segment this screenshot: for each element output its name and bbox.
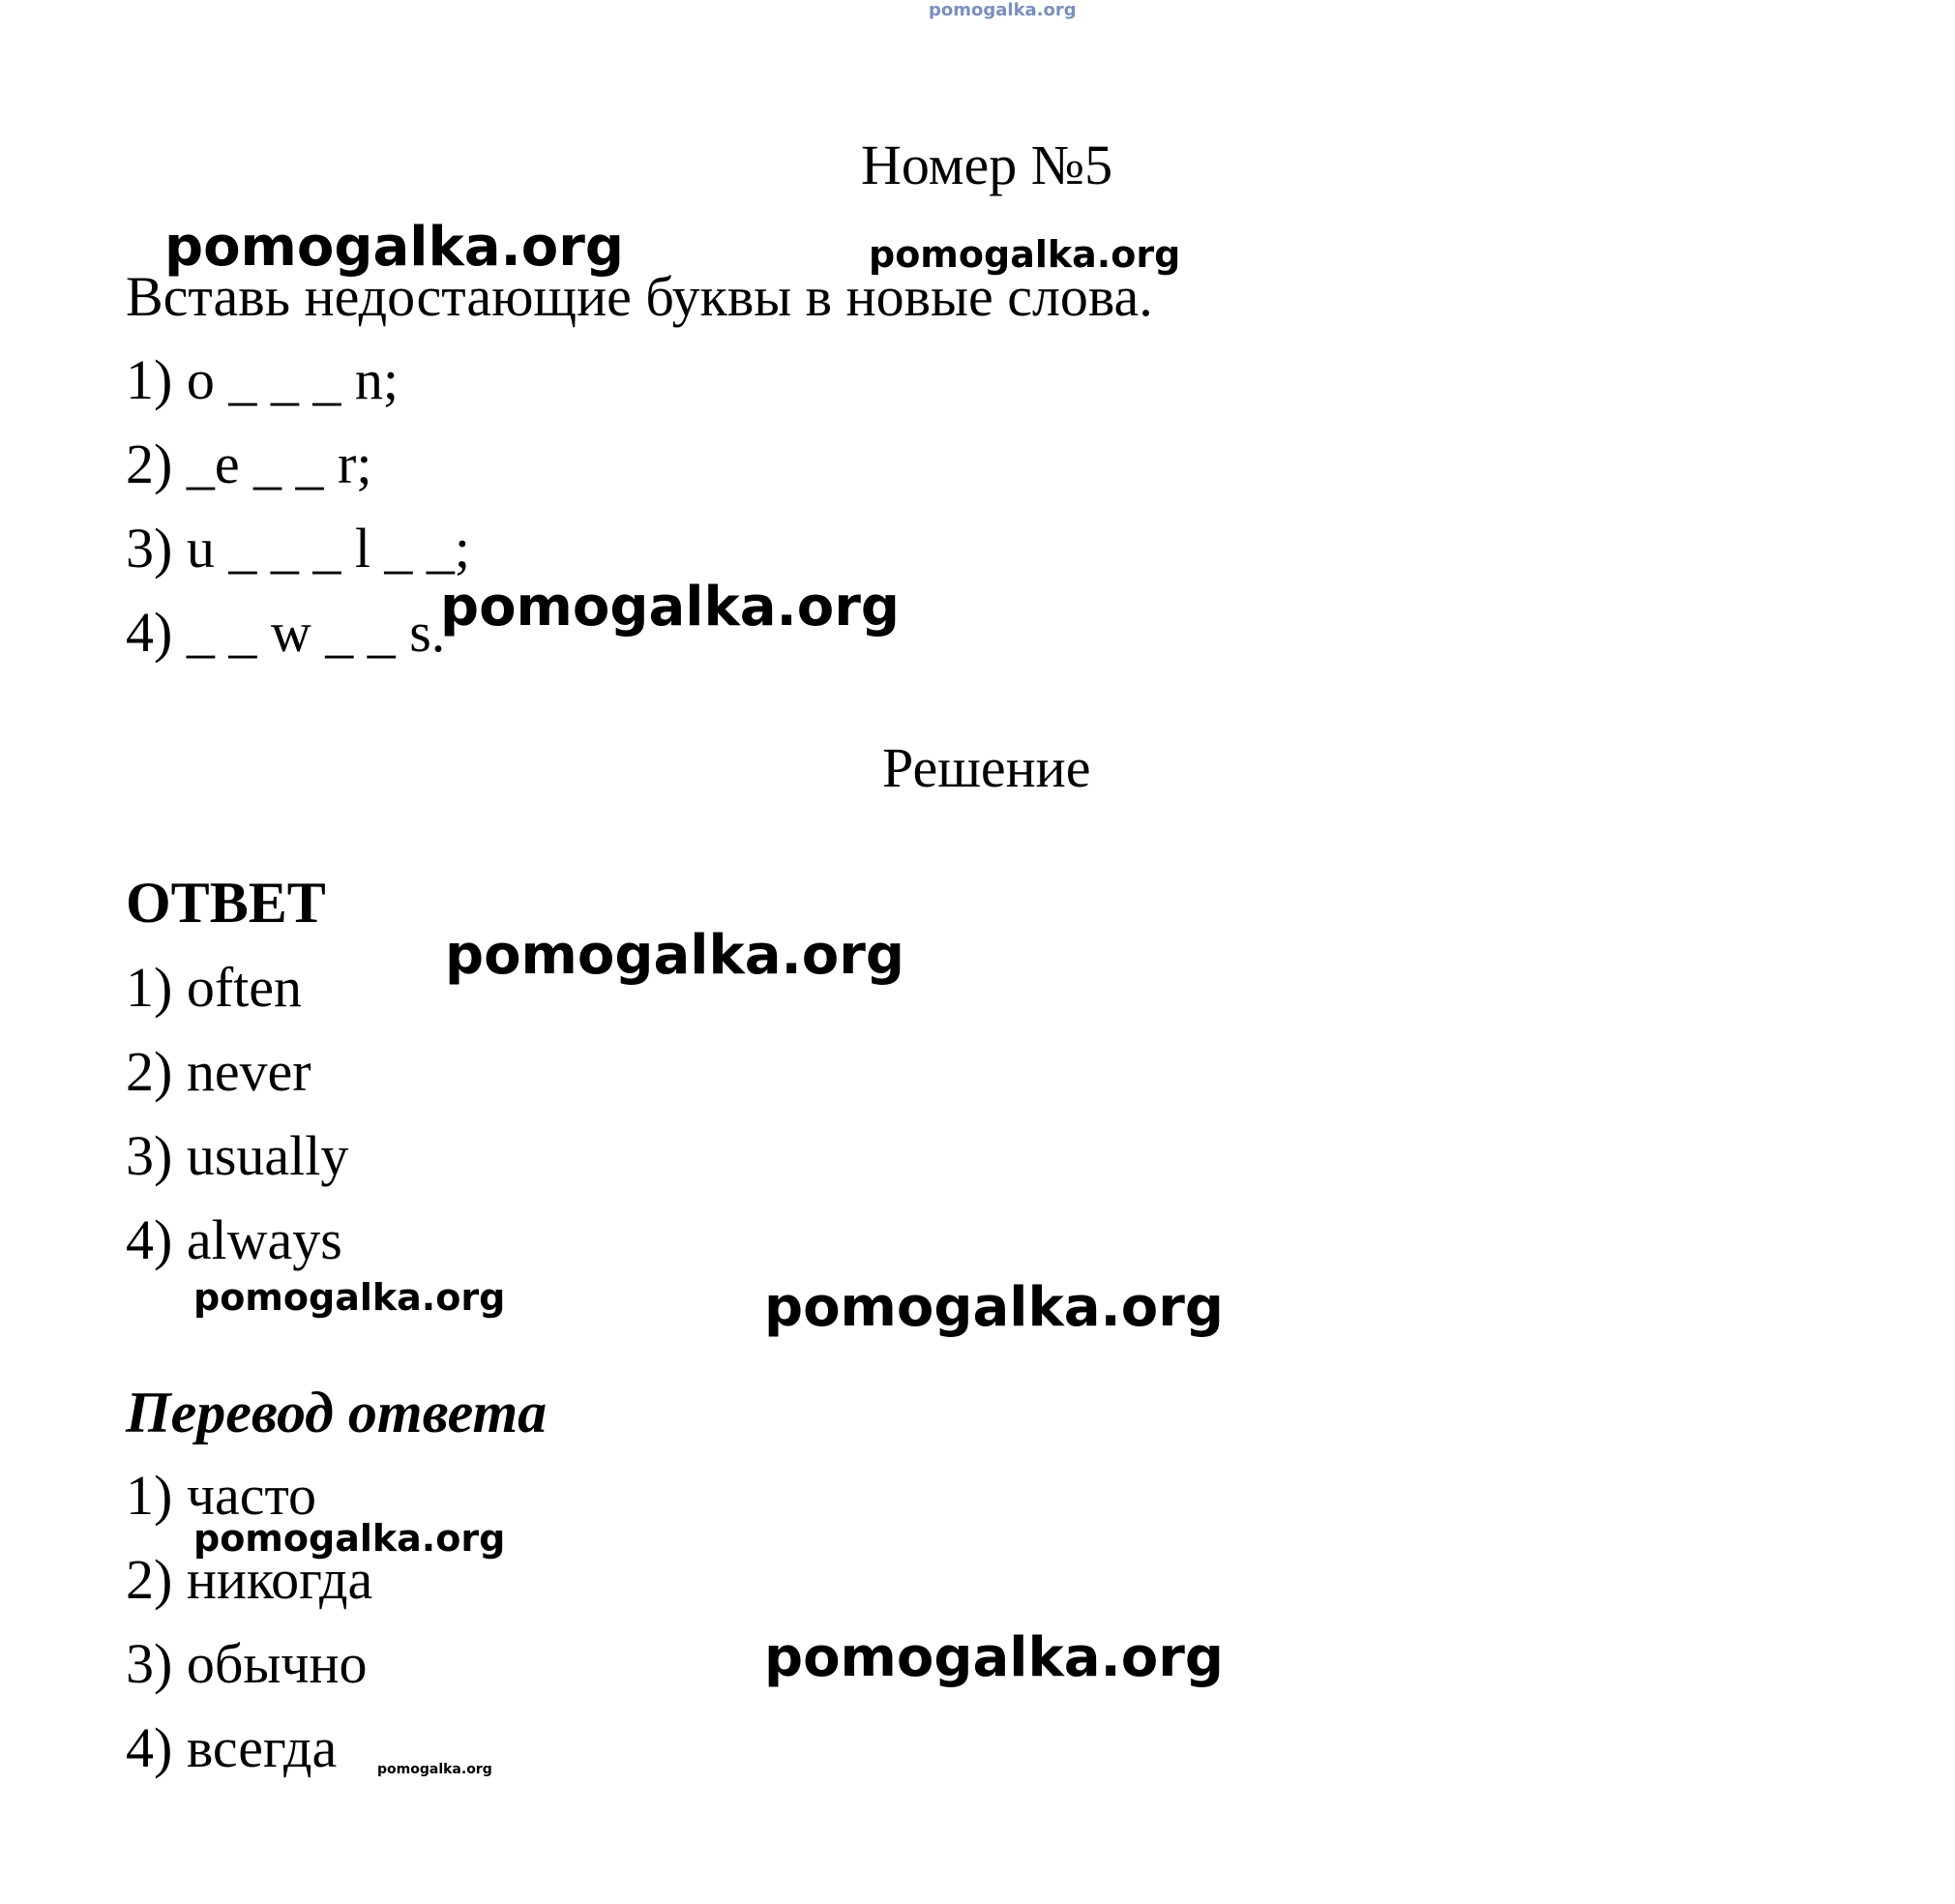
watermark: pomogalka.org bbox=[193, 1276, 506, 1319]
answer-item: 2) never bbox=[126, 1040, 311, 1103]
problem-title: Номер №5 bbox=[861, 134, 1113, 196]
problem-instruction: Вставь недостающие буквы в новые слова. bbox=[126, 265, 1153, 328]
translation-item: 2) никогда bbox=[126, 1548, 373, 1611]
answer-heading: ОТВЕТ bbox=[126, 871, 326, 935]
answer-item: 4) always bbox=[126, 1208, 342, 1271]
problem-item: 4) _ _ w _ _ s. bbox=[126, 601, 446, 664]
translation-item: 4) всегда bbox=[126, 1716, 338, 1779]
watermark: pomogalka.org bbox=[764, 1276, 1224, 1339]
translation-item: 1) часто bbox=[126, 1464, 317, 1527]
watermark: pomogalka.org bbox=[440, 576, 900, 639]
answer-item: 1) often bbox=[126, 956, 302, 1019]
solution-title: Решение bbox=[882, 736, 1091, 799]
problem-item: 3) u _ _ _ l _ _; bbox=[126, 517, 471, 580]
translation-item: 3) обычно bbox=[126, 1632, 368, 1695]
problem-item: 1) o _ _ _ n; bbox=[126, 348, 399, 411]
problem-item: 2) _e _ _ r; bbox=[126, 432, 372, 495]
watermark: pomogalka.org bbox=[164, 216, 624, 279]
watermark: pomogalka.org bbox=[193, 1517, 506, 1560]
watermark: pomogalka.org bbox=[377, 1762, 492, 1777]
answer-item: 3) usually bbox=[126, 1124, 349, 1187]
watermark-top: pomogalka.org bbox=[929, 0, 1077, 20]
translation-heading: Перевод ответа bbox=[126, 1381, 548, 1444]
watermark: pomogalka.org bbox=[764, 1626, 1224, 1689]
watermark: pomogalka.org bbox=[445, 924, 904, 987]
watermark: pomogalka.org bbox=[869, 233, 1181, 276]
